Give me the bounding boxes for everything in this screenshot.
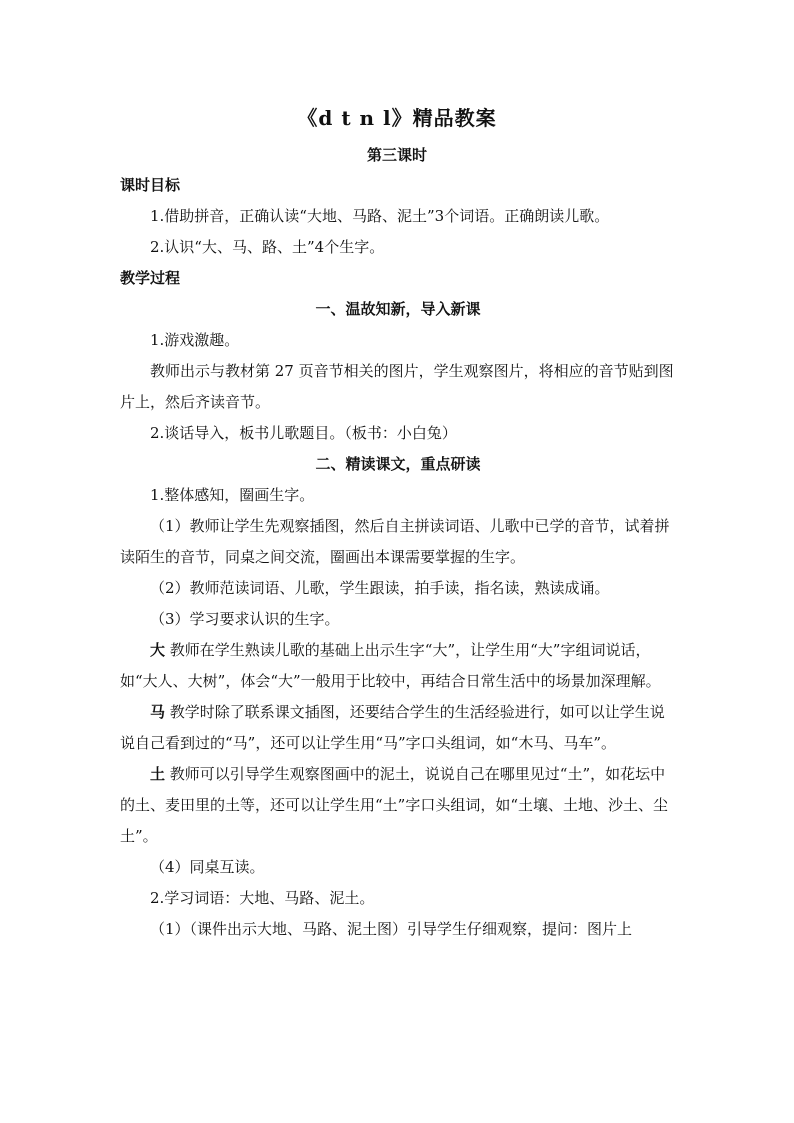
step-2-5: （4）同桌互读。 xyxy=(150,858,265,876)
char-ma-paragraph xyxy=(120,697,676,759)
goal-1: 1.借助拼音，正确认读“大地、马路、泥土”3个词语。正确朗读儿歌。 xyxy=(150,207,610,225)
step-2-1: 1.整体感知，圈画生字。 xyxy=(150,486,315,504)
part1-heading: 一、温故知新，导入新课 xyxy=(315,300,481,318)
char-ma-text: 教学时除了联系课文插图，还要结合学生的生活经验进行，如可以让学生说说自己看到过的“马”，还可以让学生用“马”字口头组词，如“木马、马车”。 xyxy=(120,703,665,752)
char-da: 大 xyxy=(150,641,166,659)
lesson-subtitle: 第三课时 xyxy=(366,146,427,164)
process-heading: 教学过程 xyxy=(120,269,181,287)
char-da-text: 教师在学生熟读儿歌的基础上出示生字“大”，让学生用“大”字组词说话，如“大人、大树”，体会“大”一般用于比较中，再结合日常生活中的场景加深理解。 xyxy=(120,641,661,690)
step-2-6: 2.学习词语：大地、马路、泥土。 xyxy=(150,889,375,907)
step-2-4: （3）学习要求认识的生字。 xyxy=(150,610,340,628)
step-2-2: （1）教师让学生先观察插图，然后自主拼读词语、儿歌中已学的音节，试着拼读陌生的音节，同桌之间交流，圈画出本课需要掌握的生字。 xyxy=(120,517,670,566)
char-da-paragraph xyxy=(120,635,676,697)
step-1-3: 2.谈话导入，板书儿歌题目。（板书：小白兔） xyxy=(150,424,457,442)
step-2-7: （1）（课件出示大地、马路、泥土图）引导学生仔细观察，提问：图片上 xyxy=(150,920,633,938)
step-2-3: （2）教师范读词语、儿歌，学生跟读，拍手读，指名读，熟读成诵。 xyxy=(150,579,610,597)
char-ma: 马 xyxy=(150,703,166,721)
goals-heading: 课时目标 xyxy=(120,176,181,194)
char-tu-paragraph xyxy=(120,759,676,852)
goal-2: 2.认识“大、马、路、土”4个生字。 xyxy=(150,238,385,256)
char-tu: 土 xyxy=(150,765,166,783)
step-1-2: 教师出示与教材第 27 页音节相关的图片，学生观察图片，将相应的音节贴到图片上，然后齐读音节。 xyxy=(120,362,674,411)
char-tu-text: 教师可以引导学生观察图画中的泥土，说说自己在哪里见过“土”，如花坛中的土、麦田里的土等，还可以让学生用“土”字口头组词，如“土壤、土地、沙土、尘土”。 xyxy=(120,765,669,845)
document-title: 《d t n l》精品教案 xyxy=(297,106,497,130)
part2-heading: 二、精读课文，重点研读 xyxy=(315,455,481,473)
step-1-1: 1.游戏激趣。 xyxy=(150,331,240,349)
document-body xyxy=(120,170,676,945)
